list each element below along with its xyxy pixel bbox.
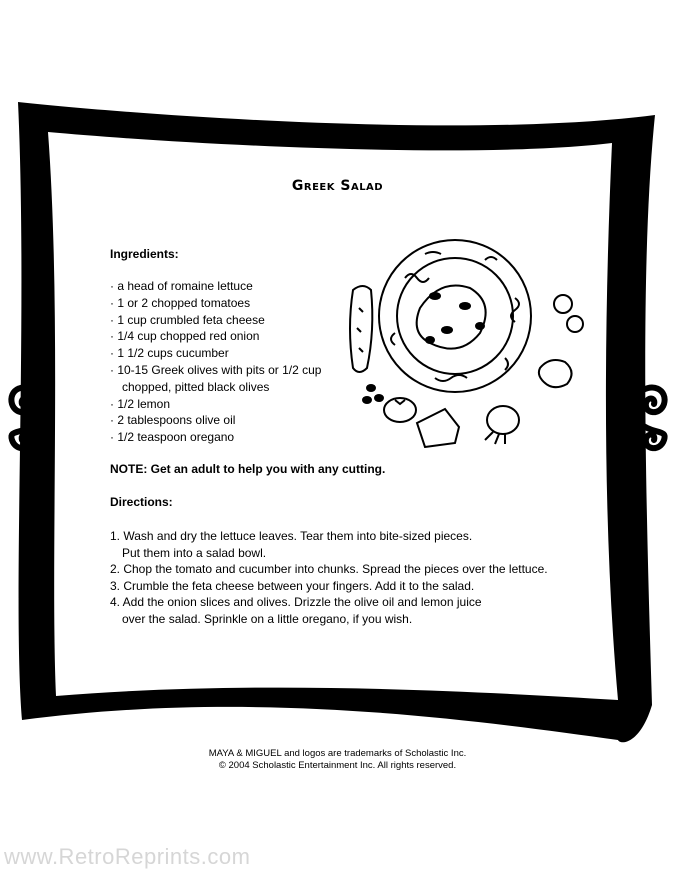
direction-text-continued: over the salad. Sprinkle on a little oregano, if you wish. <box>122 611 413 626</box>
ingredient-text: · a head of romaine lettuce <box>110 279 253 293</box>
olive-icon <box>429 292 441 300</box>
ingredient-text: · 1/2 lemon <box>110 396 171 411</box>
copyright-line: © 2004 Scholastic Entertainment Inc. All rights reserved. <box>218 760 457 771</box>
direction-text: 4. Add the onion slices and olives. Drizzle the olive oil and lemon juice <box>110 595 482 609</box>
ingredients-list <box>110 278 321 446</box>
ingredient-text: · 1 1/2 cups cucumber <box>110 346 229 361</box>
directions-heading: Directions: <box>110 495 173 509</box>
lemon-icon <box>554 295 572 313</box>
ingredient-item <box>110 295 321 312</box>
ingredient-text: · 2 tablespoons olive oil <box>110 413 236 428</box>
ingredient-item <box>110 345 321 362</box>
direction-text: 1. Wash and dry the lettuce leaves. Tear them into bite-sized pieces. <box>110 529 473 543</box>
pepper-icon <box>539 360 572 387</box>
plate-icon <box>379 240 531 392</box>
direction-text-continued: Put them into a salad bowl. <box>122 545 267 560</box>
ingredient-item <box>110 412 321 429</box>
direction-step <box>110 578 548 595</box>
ingredients-heading: Ingredients: <box>110 247 179 261</box>
direction-text: 3. Crumble the feta cheese between your fingers. Add it to the salad. <box>110 578 475 593</box>
ingredient-item <box>110 429 321 446</box>
ingredient-item <box>110 278 321 295</box>
watermark: www.RetroReprints.com <box>4 844 251 869</box>
ingredient-text-continued: chopped, pitted black olives <box>122 379 270 394</box>
ingredient-text: · 1/4 cup chopped red onion <box>110 329 260 344</box>
cucumber-icon <box>350 286 372 372</box>
directions-list <box>110 528 548 627</box>
recipe-title: Greek Salad <box>291 178 384 194</box>
feta-icon <box>417 409 459 447</box>
greek-salad-illustration <box>335 238 597 448</box>
safety-note: NOTE: Get an adult to help you with any cutting. <box>110 462 386 476</box>
direction-step <box>110 561 548 578</box>
onion-icon <box>487 406 519 434</box>
ingredient-text: · 10-15 Greek olives with pits or 1/2 cup <box>110 362 322 377</box>
copyright-footer <box>0 748 675 772</box>
direction-text: 2. Chop the tomato and cucumber into chunks. Spread the pieces over the lettuce. <box>110 562 548 576</box>
tomato-icon <box>384 398 416 422</box>
ingredient-text: · 1/2 teaspoon oregano <box>110 430 235 445</box>
ingredient-item <box>110 328 321 345</box>
ingredient-text: · 1 cup crumbled feta cheese <box>110 312 265 327</box>
ingredient-text: · 1 or 2 chopped tomatoes <box>110 295 251 310</box>
ingredient-item <box>110 312 321 329</box>
trademark-line: MAYA & MIGUEL and logos are trademarks of Scholastic Inc. <box>208 748 467 759</box>
direction-step <box>110 528 548 561</box>
ingredient-item <box>110 362 321 396</box>
direction-step <box>110 594 548 627</box>
ingredient-item <box>110 396 321 413</box>
